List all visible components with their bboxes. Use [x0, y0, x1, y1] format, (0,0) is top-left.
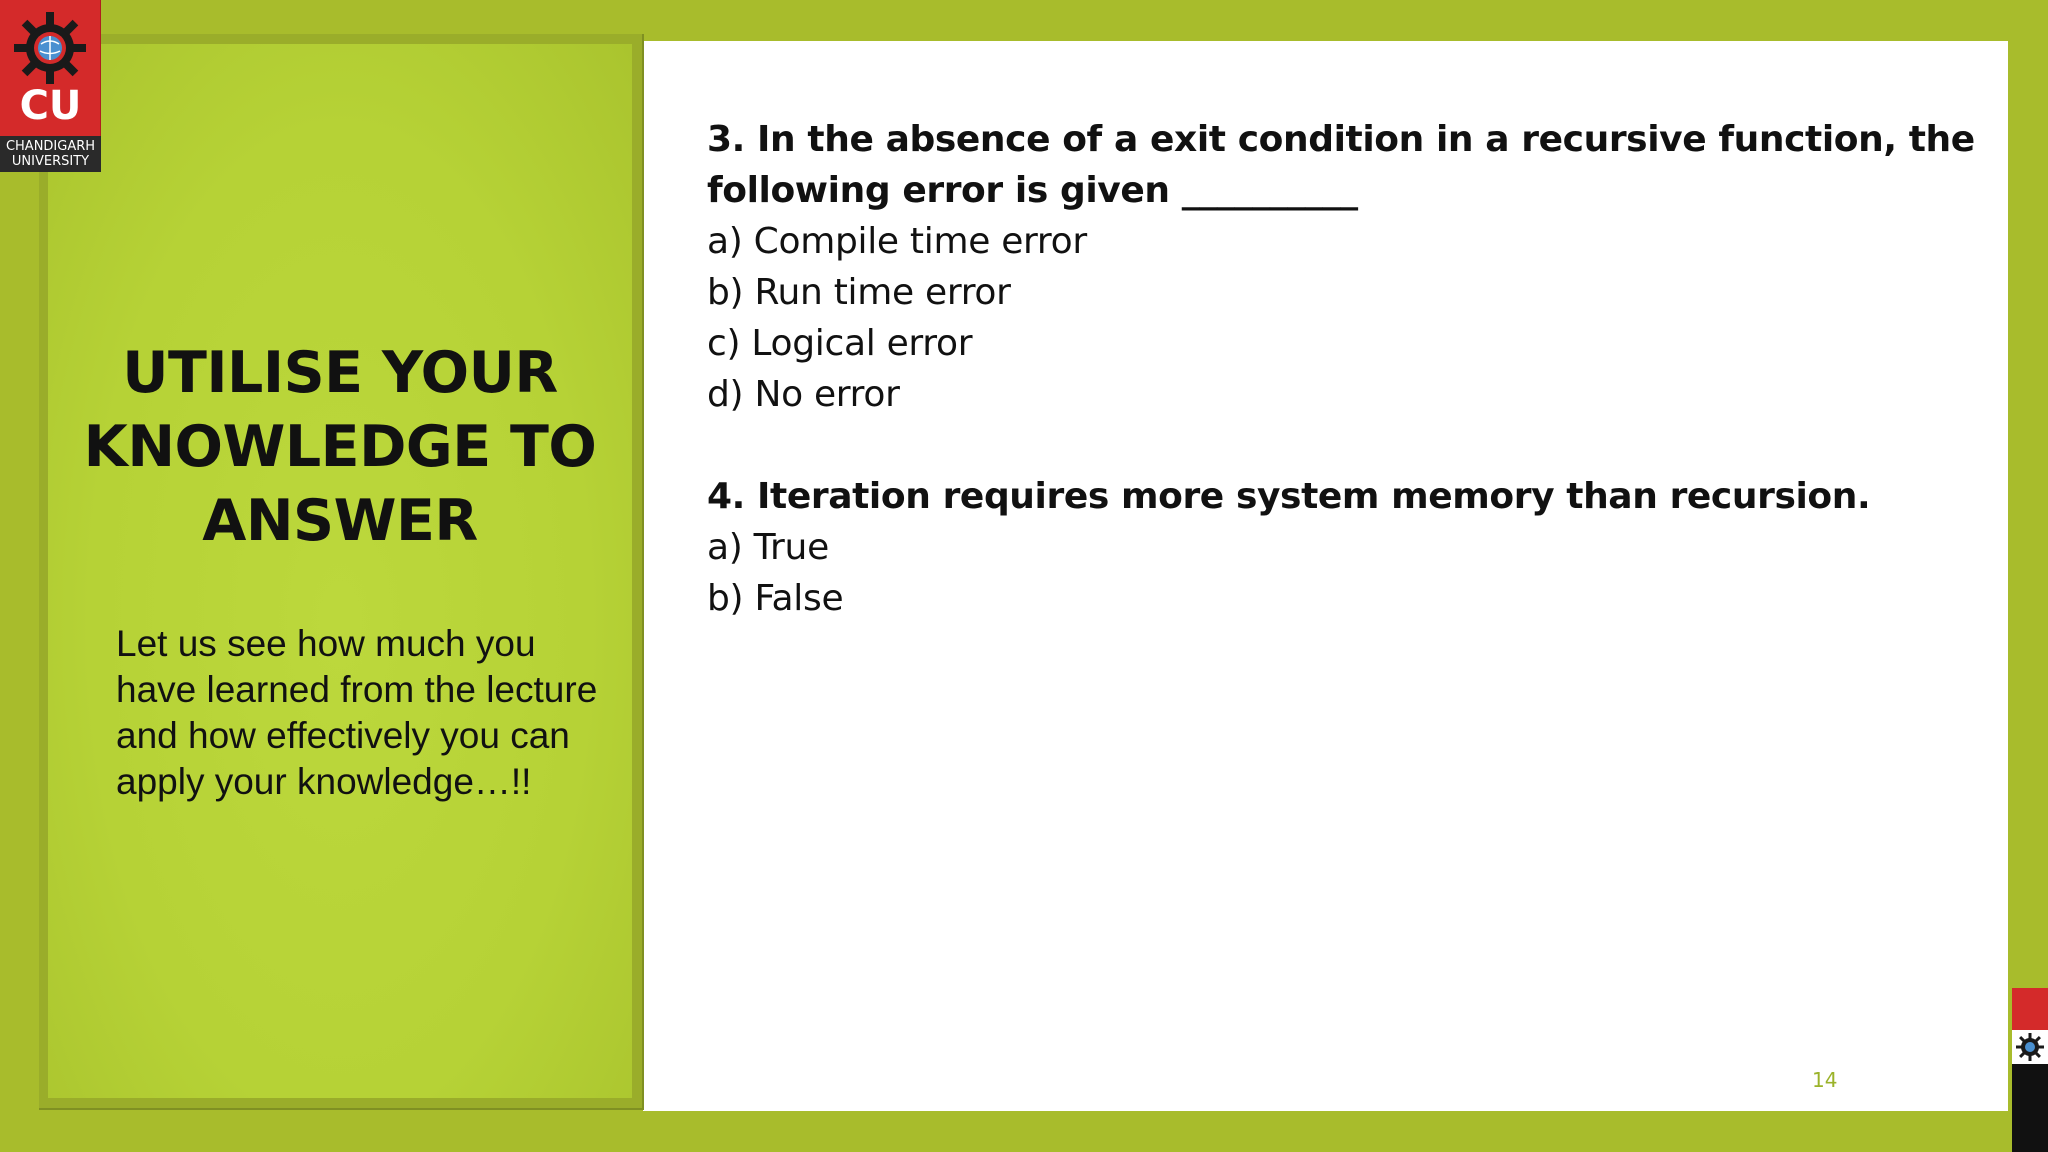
answer-option: a) True	[707, 527, 829, 568]
corner-logo-mark	[2012, 988, 2048, 1152]
answer-option: b) False	[707, 578, 844, 619]
panel-heading-line: UTILISE YOUR	[122, 340, 558, 406]
panel-description	[116, 621, 616, 805]
question-spacer	[707, 420, 1987, 471]
question-block	[707, 114, 1987, 420]
question-line: following error is given __________	[707, 170, 1358, 211]
answer-option: b) Run time error	[707, 272, 1011, 313]
answer-option: a) Compile time error	[707, 221, 1087, 262]
question-line: 3. In the absence of a exit condition in a recursive function, the	[707, 119, 1975, 160]
left-panel-inner	[48, 44, 632, 1098]
corner-red-block	[2012, 988, 2048, 1030]
logo-abbreviation: CU	[19, 83, 82, 129]
university-logo	[0, 0, 101, 172]
logo-university-name	[0, 136, 101, 172]
panel-description-line: and how effectively you can	[116, 715, 570, 756]
logo-name-line: CHANDIGARH	[5, 139, 96, 154]
slide-page-number: 14	[1812, 1068, 1838, 1092]
question-text	[707, 114, 1987, 216]
gear-icon	[2015, 1032, 2045, 1062]
answer-option: d) No error	[707, 374, 900, 415]
panel-heading	[48, 336, 632, 558]
question-line: 4. Iteration requires more system memory than recursion.	[707, 476, 1871, 517]
panel-heading-line: KNOWLEDGE TO	[83, 414, 597, 480]
question-block	[707, 471, 1987, 624]
question-text	[707, 471, 1987, 522]
answer-option: c) Logical error	[707, 323, 973, 364]
gear-globe-icon	[10, 8, 90, 88]
panel-heading-line: ANSWER	[202, 488, 478, 554]
panel-description-line: Let us see how much you	[116, 623, 536, 664]
panel-description-line: have learned from the lecture	[116, 669, 598, 710]
panel-description-line: apply your knowledge…!!	[116, 761, 532, 802]
logo-name-line: UNIVERSITY	[11, 154, 90, 169]
left-panel	[39, 34, 644, 1110]
corner-black-block	[2012, 1064, 2048, 1152]
quiz-content	[707, 114, 1987, 624]
